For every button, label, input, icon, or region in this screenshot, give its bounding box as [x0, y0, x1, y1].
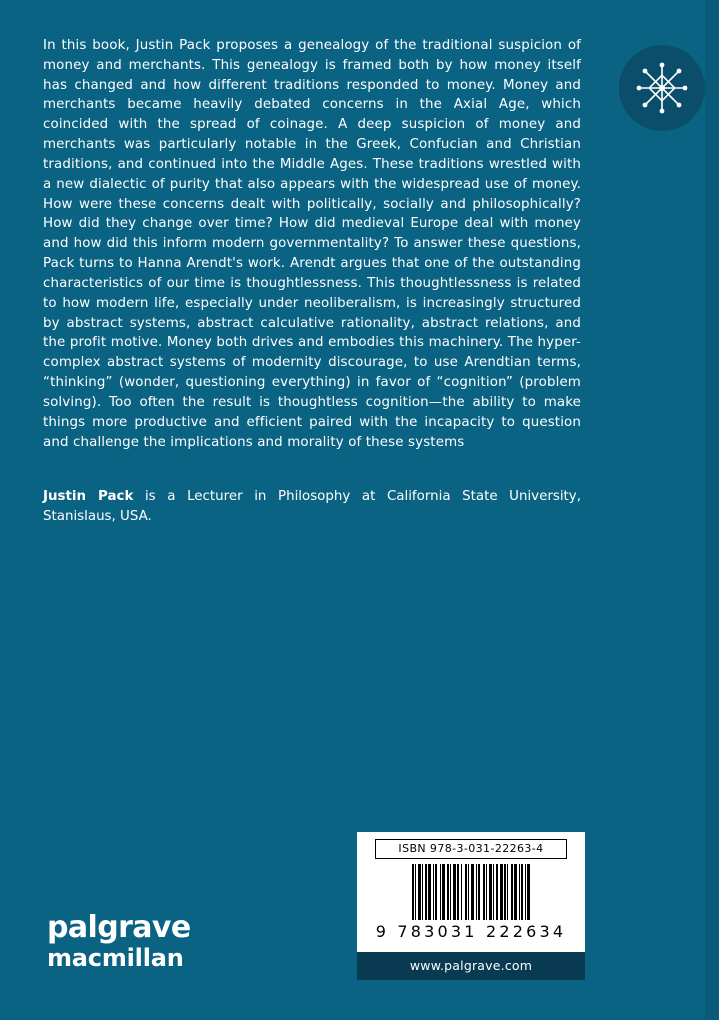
author-bio-text: is a Lecturer in Philosophy at California State University, Stanislaus, USA.: [43, 489, 581, 524]
barcode-stripes: [373, 864, 569, 920]
author-bio: [43, 487, 581, 527]
palgrave-starburst-icon: [619, 45, 705, 131]
barcode-panel: [357, 832, 585, 952]
publisher-name-line1: palgrave: [47, 909, 191, 945]
barcode-digits: 9 783031 222634: [375, 922, 567, 941]
publisher-url[interactable]: www.palgrave.com: [357, 952, 585, 980]
isbn-barcode-block: [357, 832, 585, 980]
publisher-wordmark: [47, 909, 191, 973]
back-cover-blurb: In this book, Justin Pack proposes a genealogy of the traditional suspicion of money and merchants. This genealogy is framed both by how money itself has changed and how different traditions responded to money. Money and merchants became heavily debated concerns in the Axial Age, which coincided with the spread of coinage. A deep suspicion of money and merchants was particularly notable in the Greek, Confucian and Christian traditions, and continued into the Middle Ages. These traditions wrestled with a new dialectic of purity that also appears with the widespread use of money. How were these concerns dealt with politically, socially and philosophically? How did they change over time? How did medieval Europe deal with money and how did this inform modern governmentality? To answer these questions, Pack turns to Hanna Arendt's work. Arendt argues that one of the outstanding characteristics of our time is thoughtlessness. This thoughtlessness is related to how modern life, especially under neoliberalism, is increasingly structured by abstract systems, abstract calculative rationality, abstract relations, and the profit motive. Money both drives and embodies this machinery. The hyper-complex abstract systems of modernity discourage, to use Arendtian terms, “thinking” (wonder, questioning everything) in favor of “cognition” (problem solving). Too often the result is thoughtless cognition—the ability to make things more productive and efficient paired with the incapacity to question and challenge the implications and morality of these systems: [43, 38, 581, 450]
author-name: Justin Pack: [43, 489, 134, 504]
spine-edge: [705, 0, 719, 1020]
publisher-name-line2: macmillan: [47, 944, 184, 973]
isbn-label: ISBN 978-3-031-22263-4: [375, 839, 567, 859]
